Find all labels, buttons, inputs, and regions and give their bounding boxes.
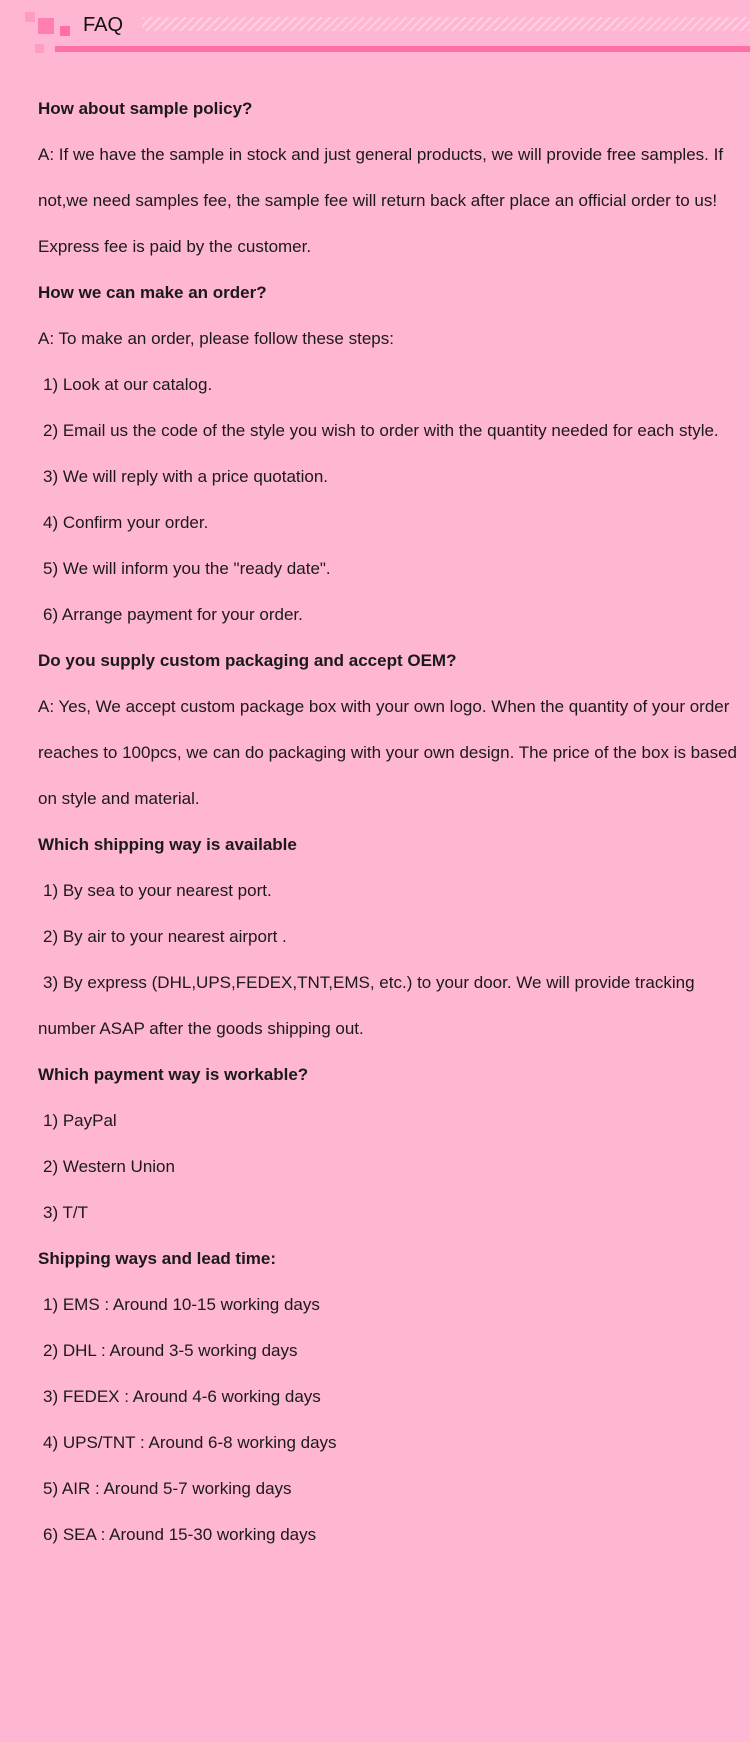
faq-answer-line: reaches to 100pcs, we can do packaging with your own design. The price of the box is based [38, 743, 738, 762]
faq-list-item: 4) UPS/TNT : Around 6-8 working days [43, 1433, 337, 1452]
faq-list-item: 1) PayPal [43, 1111, 117, 1130]
header-stripe [142, 17, 750, 31]
faq-list-item: 6) SEA : Around 15-30 working days [43, 1525, 317, 1544]
faq-question: Which payment way is workable? [38, 1065, 309, 1084]
faq-answer-line: A: To make an order, please follow these steps: [38, 329, 394, 348]
faq-list-item: 3) T/T [43, 1203, 89, 1222]
faq-list-item: 2) Western Union [43, 1157, 175, 1176]
decor-square-icon [25, 12, 35, 22]
faq-question: Shipping ways and lead time: [38, 1249, 277, 1268]
faq-list-item: 3) FEDEX : Around 4-6 working days [43, 1387, 321, 1406]
faq-answer-line: A: If we have the sample in stock and just general products, we will provide free samples. If [38, 145, 724, 164]
faq-answer-line: Express fee is paid by the customer. [38, 237, 312, 256]
faq-list-item: 2) DHL : Around 3-5 working days [43, 1341, 298, 1360]
faq-answer-line: not,we need samples fee, the sample fee will return back after place an official order to us! [38, 191, 718, 210]
page-title: FAQ [83, 14, 124, 36]
faq-list-item: 1) EMS : Around 10-15 working days [43, 1295, 320, 1314]
faq-step-item: 2) Email us the code of the style you wish to order with the quantity needed for each style. [43, 421, 719, 440]
faq-question: How about sample policy? [38, 99, 253, 118]
faq-answer-line: number ASAP after the goods shipping out. [38, 1019, 364, 1038]
faq-list-item: 3) By express (DHL,UPS,FEDEX,TNT,EMS, etc.) to your door. We will provide tracking [43, 973, 695, 992]
faq-step-item: 6) Arrange payment for your order. [43, 605, 303, 624]
faq-header [0, 0, 750, 60]
faq-question: Which shipping way is available [38, 835, 297, 854]
faq-answer-line: A: Yes, We accept custom package box with your own logo. When the quantity of your order [38, 697, 730, 716]
faq-step-item: 5) We will inform you the "ready date". [43, 559, 331, 578]
faq-answer-line: on style and material. [38, 789, 200, 808]
faq-question: How we can make an order? [38, 283, 267, 302]
faq-step-item: 3) We will reply with a price quotation. [43, 467, 329, 486]
faq-list-item: 5) AIR : Around 5-7 working days [43, 1479, 292, 1498]
decor-square-icon [60, 26, 70, 36]
faq-list [38, 86, 738, 1558]
faq-question: Do you supply custom packaging and accept OEM? [38, 651, 457, 670]
faq-list-item: 1) By sea to your nearest port. [43, 881, 272, 900]
decor-square-icon [35, 44, 44, 53]
decor-square-icon [38, 18, 54, 34]
header-divider [55, 46, 750, 52]
faq-step-item: 1) Look at our catalog. [43, 375, 213, 394]
faq-step-item: 4) Confirm your order. [43, 513, 209, 532]
faq-list-item: 2) By air to your nearest airport . [43, 927, 287, 946]
